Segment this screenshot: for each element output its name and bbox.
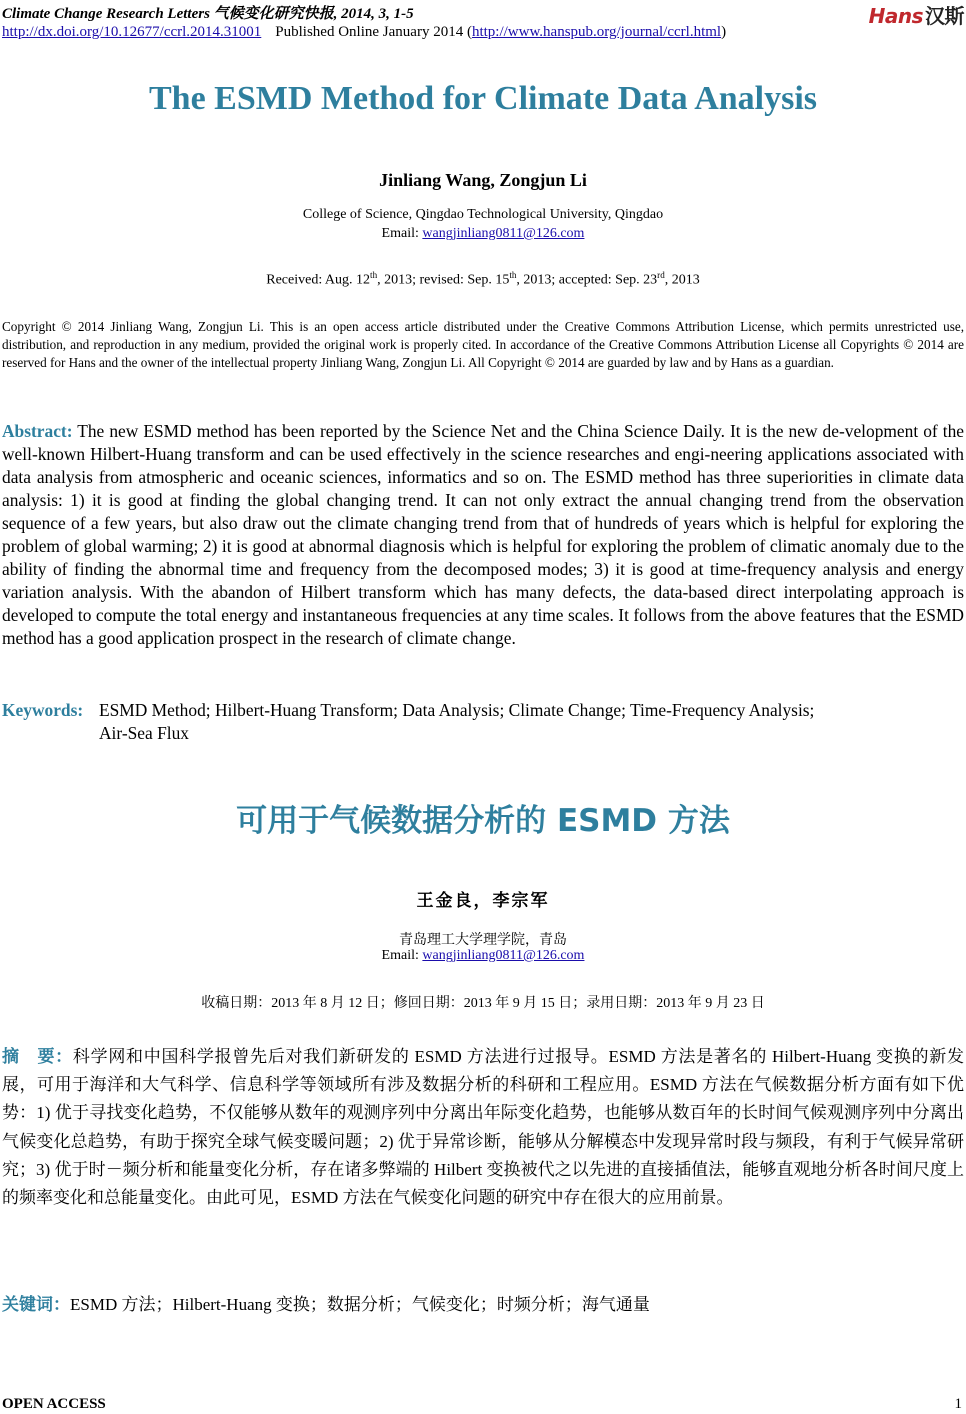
authors-en: Jinliang Wang, Zongjun Li [379,170,587,190]
paper-title-cn: 可用于气候数据分析的 ESMD 方法 [236,803,730,839]
keywords-en [2,699,964,745]
affiliation-cn: 青岛理工大学理学院，青岛 [399,933,567,948]
revised-label: , 2013; revised: Sep. 15 [377,272,510,288]
logo-cn: 汉斯 [925,4,964,28]
keywords-line1: ESMD Method; Hilbert-Huang Transform; Data Analysis; Climate Change; Time-Frequency Analysis; [99,700,815,720]
header-links [2,24,726,41]
abstract-label-en: Abstract: [2,421,73,441]
affiliation-en: College of Science, Qingdao Technological University, Qingdao [302,207,664,222]
journal-citation: Climate Change Research Letters 气候变化研究快报, 2014, 3, 1-5 [2,6,414,22]
email-link-cn[interactable]: wangjinliang0811@126.com [422,948,585,963]
page-number: 1 [954,1396,962,1412]
keywords-text-cn: ESMD 方法；Hilbert-Huang 变换；数据分析；气候变化；时频分析；海气通量 [70,1295,650,1314]
doi-link[interactable]: http://dx.doi.org/10.12677/ccrl.2014.31001 [2,24,262,40]
authors-cn: 王金良，李宗军 [416,891,550,911]
email-label: Email: [381,226,423,241]
received-label: Received: Aug. 12 [266,272,371,288]
hans-logo [869,0,964,29]
keywords-label-en: Keywords: [2,700,84,720]
published-online: Published Online January 2014 ( [275,24,472,40]
keywords-label-cn: 关键词： [2,1295,70,1315]
abstract-en [2,420,964,650]
accepted-label: , 2013; accepted: Sep. 23 [516,272,658,288]
keywords-line2: Air-Sea Flux [99,723,189,743]
email-line-cn [0,948,966,964]
received-sup: th [370,270,378,280]
email-link-en[interactable]: wangjinliang0811@126.com [422,226,585,241]
logo-latin: Hans [868,4,923,28]
accepted-sup: rd [657,270,665,280]
email-label-cn: Email: [381,948,423,963]
revised-sup: th [509,270,517,280]
email-line-en [0,226,966,242]
copyright-notice: Copyright © 2014 Jinliang Wang, Zongjun Li. This is an open access article distributed under the Creative Commons Attribution License, which permits unrestricted use, distribution, and reproduction in any medium, provided the original work is properly cited. In accordance of the Creative Commons Attribution License all Copyrights © 2014 are reserved for Hans and the owner of the intellectual property Jinliang Wang, Zongjun Li. All Copyright © 2014 are guarded by law and by Hans as a guardian. [2,319,964,370]
dates-tail: , 2013 [664,272,700,288]
journal-url-link[interactable]: http://www.hanspub.org/journal/ccrl.html [471,24,722,40]
abstract-label-cn: 摘 要： [2,1047,73,1067]
open-access-label: OPEN ACCESS [2,1396,106,1412]
paper-title-en: The ESMD Method for Climate Data Analysis [148,80,818,117]
abstract-text-cn: 科学网和中国科学报曾先后对我们新研发的 ESMD 方法进行过报导。ESMD 方法是著名的 Hilbert-Huang 变换的新发展，可用于海洋和大气科学、信息科学等领域所有涉及数据分析的科研和工程应用。ESMD 方法在气候数据分析方面有如下优势：1) 优于寻找变化趋势，不仅能够从数年的观测序列中分离出年际变化趋势，也能够从数百年的长时间气候观测序列中分离出气候变化总趋势，有助于探究全球气候变暖问题；2) 优于异常诊断，能够从分解模态中发现异常时段与频段，有利于气候异常研究；3) 优于时－频分析和能量变化分析，存在诸多弊端的 Hilbert 变换被代之以先进的直接插值法，能够直观地分析各时间尺度上的频率变化和总能量变化。由此可见，ESMD 方法在气候变化问题的研究中存在很大的应用前景。 [2,1047,964,1208]
received-dates [0,270,966,289]
abstract-text-en: The new ESMD method has been reported by the Science Net and the China Science Daily. It is the new de-velopment of the well-known Hilbert-Huang transform and can be used effectively in the science researches and engi-neering applications associated with data analysis from atmospheric and oceanic sciences, informatics and so on. The ESMD method has three superiorities in climate data analysis: 1) it is good at finding the global changing trend. It can not only extract the annual changing trend from the observation sequence of a few years, but also draw out the climate changing trend from that of hundreds of years which is helpful for exploring the problem of global warming; 2) it is good at abnormal diagnosis which is helpful for exploring the problem of climatic anomaly due to the ability of finding the abnormal time and frequency from the decomposed modes; 3) it is good at time-frequency analysis and energy variation analysis. With the abandon of Hilbert transform which has many defects, the data-based direct interpolating approach is developed to compute the total energy and instantaneous frequencies at any time scales. It follows from the above features that the ESMD method has a good application prospect in the research of climate change. [2,421,964,648]
abstract-cn [2,1043,964,1212]
keywords-cn [2,1292,964,1318]
published-close: ) [721,24,727,40]
dates-cn: 收稿日期：2013 年 8 月 12 日；修回日期：2013 年 9 月 15 日；录用日期：2013 年 9 月 23 日 [201,996,765,1011]
